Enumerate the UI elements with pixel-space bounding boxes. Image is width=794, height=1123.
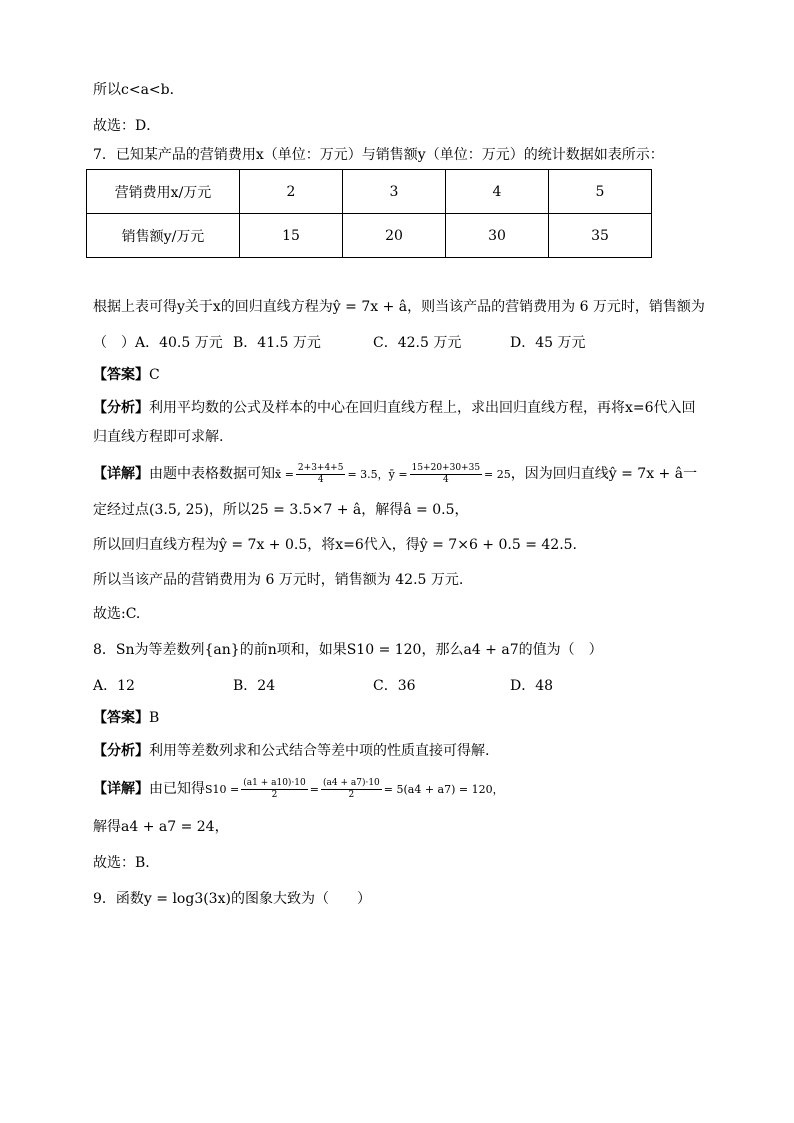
s10-label: S10 = [205, 783, 240, 796]
table-cell: 销售额y/万元 [87, 214, 240, 258]
detail-line-4: 所以当该产品的营销费用为 6 万元时，销售额为 42.5 万元. [93, 572, 464, 588]
line-choice-d: 故选：D． [93, 118, 161, 134]
option-c: C．36 [373, 678, 416, 694]
table-cell: 35 [549, 214, 652, 258]
table-cell: 2 [240, 170, 343, 214]
fraction-denominator: 4 [442, 474, 449, 485]
choice-line: 故选：B. [93, 855, 150, 871]
x-bar-label: x̄ = [275, 468, 294, 481]
answer-tag: 【答案】 [93, 367, 149, 383]
analysis-line [93, 741, 489, 761]
question-7-text: 根据上表可得y关于x的回归直线方程为ŷ = 7x + â，则当该产品的营销费用为 6 万元时，销售额为 [93, 299, 705, 315]
detail-text: 由已知得 [149, 781, 205, 797]
table-cell: 营销费用x/万元 [87, 170, 240, 214]
answer-value: C [149, 367, 160, 383]
answer-tag: 【答案】 [93, 710, 149, 726]
question-7-options [93, 333, 586, 353]
detail-tag: 【详解】 [93, 466, 149, 482]
fraction-1 [241, 778, 308, 801]
table-cell: 15 [240, 214, 343, 258]
answer-line [93, 708, 159, 728]
y-bar-fraction [410, 463, 482, 486]
x-bar-value: = 3.5 [347, 468, 378, 481]
analysis-text: 利用等差数列求和公式结合等差中项的性质直接可得解. [149, 743, 490, 759]
analysis-line-cont: 归直线方程即可求解. [93, 429, 224, 445]
y-bar-label: ，ȳ = [377, 468, 408, 481]
fraction-denominator: 4 [317, 474, 324, 485]
data-table [86, 169, 652, 258]
detail-text: 由题中表格数据可知 [149, 466, 275, 482]
question-7-stem: 7．已知某产品的营销费用x（单位：万元）与销售额y（单位：万元）的统计数据如表所示： [93, 147, 664, 163]
answer-line [93, 365, 160, 385]
table-row [87, 170, 652, 214]
line-conclusion: 所以c<a<b． [93, 82, 184, 98]
fraction-numerator: (a1 + a10)·10 [243, 777, 306, 788]
option-b: B．24 [233, 678, 276, 694]
table-cell: 30 [446, 214, 549, 258]
detail-line-3: 所以回归直线方程为ŷ = 7x + 0.5，将x=6代入，得ŷ = 7×6 + 0.5 = 42.5. [93, 537, 578, 553]
question-8-options [93, 676, 553, 696]
x-bar-fraction [296, 463, 346, 486]
option-b: B．41.5 万元 [233, 335, 321, 351]
detail-line-2: 解得a4 + a7 = 24， [93, 819, 229, 835]
option-d: D．45 万元 [510, 335, 586, 351]
choice-line: 故选:C. [93, 606, 141, 622]
fraction-numerator: (a4 + a7)·10 [322, 777, 380, 788]
fraction-2 [321, 778, 382, 801]
option-a: A．12 [93, 678, 135, 694]
answer-value: B [149, 710, 160, 726]
analysis-tag: 【分析】 [93, 743, 149, 759]
fraction-denominator: 2 [271, 789, 278, 800]
y-bar-value: = 25 [484, 468, 511, 481]
option-c: C．42.5 万元 [373, 335, 462, 351]
analysis-text: 利用平均数的公式及样本的中心在回归直线方程上，求出回归直线方程，再将x=6代入回 [149, 400, 696, 416]
analysis-tag: 【分析】 [93, 400, 149, 416]
table-row [87, 214, 652, 258]
question-9-stem: 9．函数y = log3(3x)的图象大致为（ ） [93, 891, 371, 907]
table-cell: 3 [343, 170, 446, 214]
table-cell: 5 [549, 170, 652, 214]
option-a: （ ）A．40.5 万元 [93, 335, 223, 351]
detail-line-2: 定经过点(3.5, 25)，所以25 = 3.5×7 + â，解得â = 0.5， [93, 502, 469, 518]
equals-sign: = [309, 783, 319, 796]
fraction-numerator: 2+3+4+5 [297, 462, 344, 473]
detail-line [93, 462, 697, 487]
fraction-denominator: 2 [348, 789, 355, 800]
detail-tag: 【详解】 [93, 781, 149, 797]
detail-text-cont: ，因为回归直线ŷ = 7x + â一 [510, 466, 698, 482]
detail-result: = 5(a4 + a7) = 120， [383, 783, 504, 796]
option-d: D．48 [510, 678, 554, 694]
table-cell: 4 [446, 170, 549, 214]
table-cell: 20 [343, 214, 446, 258]
question-8-stem: 8．Sn为等差数列{an}的前n项和，如果S10 = 120，那么a4 + a7的值为（ ） [93, 642, 603, 658]
fraction-numerator: 15+20+30+35 [411, 462, 481, 473]
detail-line [93, 774, 504, 805]
analysis-line [93, 398, 696, 418]
